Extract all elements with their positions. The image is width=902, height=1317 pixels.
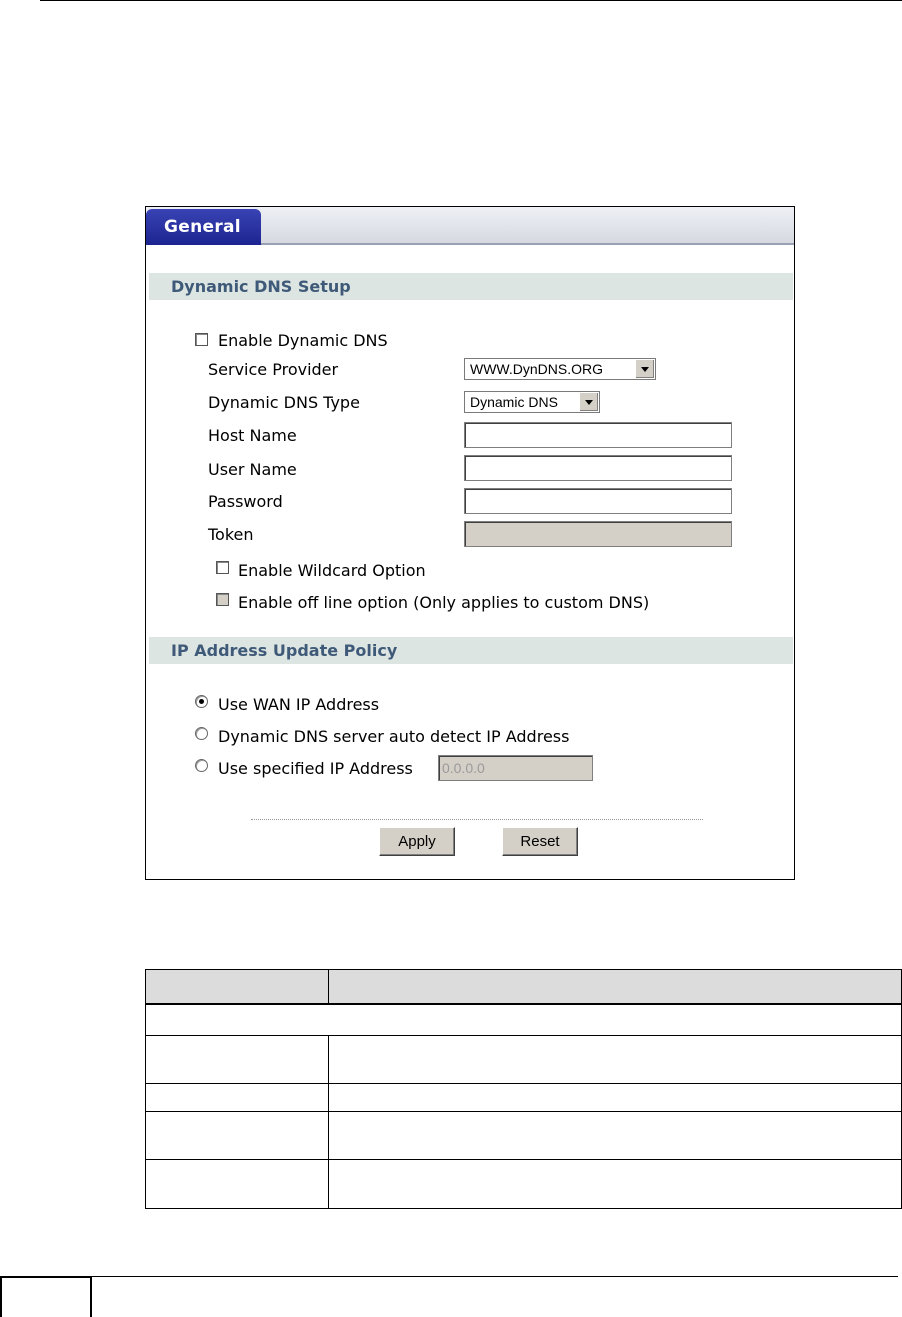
table-cell <box>146 1160 329 1209</box>
enable-ddns-checkbox[interactable] <box>195 333 208 346</box>
use-specified-ip-radio[interactable] <box>195 759 208 772</box>
tab-bar <box>146 207 794 245</box>
user-name-label: User Name <box>208 460 297 479</box>
user-name-input[interactable] <box>464 455 732 481</box>
service-provider-select[interactable] <box>464 358 656 380</box>
footer-rule <box>92 1276 898 1277</box>
table-row <box>146 1036 902 1084</box>
wildcard-label: Enable Wildcard Option <box>238 561 426 580</box>
token-input <box>464 521 732 547</box>
service-provider-value: WWW.DynDNS.ORG <box>470 361 603 377</box>
section-dynamic-dns-setup: Dynamic DNS Setup <box>149 273 793 300</box>
ddns-type-select[interactable] <box>464 391 600 413</box>
divider <box>251 819 703 820</box>
page-number-box <box>0 1276 92 1317</box>
tab-general[interactable]: General <box>146 209 261 245</box>
apply-button[interactable]: Apply <box>379 827 455 856</box>
auto-detect-label: Dynamic DNS server auto detect IP Address <box>218 727 570 746</box>
table-cell <box>329 1036 902 1084</box>
section-ip-address-update-policy: IP Address Update Policy <box>149 637 793 664</box>
password-input[interactable] <box>464 488 732 514</box>
host-name-label: Host Name <box>208 426 297 445</box>
enable-ddns-label: Enable Dynamic DNS <box>218 331 388 350</box>
description-table <box>145 969 902 1209</box>
ddns-type-label: Dynamic DNS Type <box>208 393 360 412</box>
table-cell <box>146 1004 902 1036</box>
use-wan-ip-label: Use WAN IP Address <box>218 695 380 714</box>
auto-detect-radio[interactable] <box>195 727 208 740</box>
specified-ip-input: 0.0.0.0 <box>438 755 593 781</box>
service-provider-label: Service Provider <box>208 360 339 379</box>
offline-label: Enable off line option (Only applies to custom DNS) <box>238 593 650 612</box>
chevron-down-icon[interactable] <box>635 360 654 378</box>
table-cell <box>146 1112 329 1160</box>
ddns-screen <box>145 206 795 880</box>
table-cell <box>329 1160 902 1209</box>
header-rule <box>40 0 902 1</box>
table-row <box>146 1004 902 1036</box>
table-row <box>146 1112 902 1160</box>
wildcard-checkbox[interactable] <box>216 561 229 574</box>
table-row <box>146 1160 902 1209</box>
host-name-input[interactable] <box>464 422 732 448</box>
use-specified-ip-label: Use specified IP Address <box>218 759 413 778</box>
use-wan-ip-radio[interactable] <box>195 695 208 708</box>
table-header-row <box>146 970 902 1005</box>
table-header-cell <box>329 970 902 1005</box>
table-cell <box>146 1036 329 1084</box>
reset-button[interactable]: Reset <box>502 827 578 856</box>
password-label: Password <box>208 492 283 511</box>
table-cell <box>146 1084 329 1112</box>
token-label: Token <box>208 525 254 544</box>
table-row <box>146 1084 902 1112</box>
table-cell <box>329 1084 902 1112</box>
table-cell <box>329 1112 902 1160</box>
ddns-type-value: Dynamic DNS <box>470 394 558 410</box>
chevron-down-icon[interactable] <box>579 393 598 411</box>
table-header-cell <box>146 970 329 1005</box>
offline-checkbox <box>216 593 229 606</box>
